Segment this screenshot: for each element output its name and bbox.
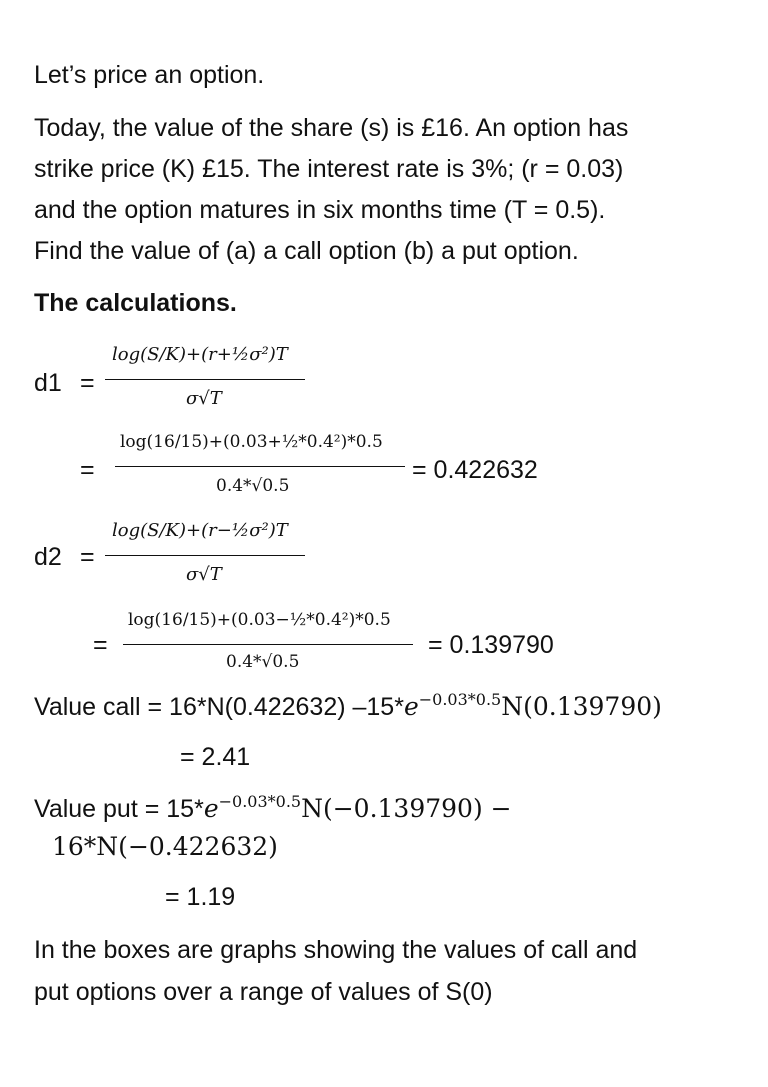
d2-fraction-bar (105, 555, 305, 556)
d2-sub-numerator: log(16/15)+(0.03−½*0.4²)*0.5 (128, 610, 391, 630)
d1-sub-equals: = (80, 456, 95, 484)
value-put-exponent: −0.03*0.5 (218, 792, 302, 811)
value-call-rhs: N(0.139790) (501, 692, 662, 721)
problem-line-3: and the option matures in six months time (T = 0.5). (34, 196, 606, 224)
d2-result: = 0.139790 (428, 631, 554, 659)
closing-line-2: put options over a range of values of S(0) (34, 978, 493, 1006)
d1-sub-fraction-bar (115, 466, 405, 467)
value-call-e: e (403, 692, 419, 721)
d1-formula-denominator: σ√T (186, 388, 222, 409)
d2-sub-denominator: 0.4*√0.5 (226, 652, 300, 672)
d1-equals: = (80, 369, 95, 397)
d1-label: d1 (34, 369, 62, 397)
intro-text: Let’s price an option. (34, 61, 265, 89)
closing-line-1: In the boxes are graphs showing the values of call and (34, 936, 638, 964)
d2-sub-equals: = (93, 631, 108, 659)
problem-line-4: Find the value of (a) a call option (b) a put option. (34, 237, 579, 265)
problem-line-2: strike price (K) £15. The interest rate is 3%; (r = 0.03) (34, 155, 624, 183)
d1-sub-numerator: log(16/15)+(0.03+½*0.4²)*0.5 (120, 432, 383, 452)
d2-sub-fraction-bar (123, 644, 413, 645)
d1-result: = 0.422632 (412, 456, 538, 484)
d2-formula-denominator: σ√T (186, 564, 222, 585)
d1-fraction-bar (105, 379, 305, 380)
value-call-lhs: Value call = 16*N(0.422632) –15* (34, 693, 404, 721)
value-put-line-2 (52, 832, 278, 862)
value-put-rhs: N(−0.139790) − (301, 794, 512, 823)
value-call-exponent: −0.03*0.5 (418, 690, 502, 709)
d2-equals: = (80, 543, 95, 571)
d2-formula-numerator: log(S/K)+(r−½σ²)T (112, 520, 288, 541)
d1-formula-numerator: log(S/K)+(r+½σ²)T (112, 344, 288, 365)
value-put-second-term: 16*N(−0.422632) (52, 832, 278, 861)
d2-label: d2 (34, 543, 62, 571)
value-call-result: = 2.41 (180, 743, 251, 771)
value-call-line (34, 692, 662, 725)
value-put-line (34, 794, 512, 827)
problem-line-1: Today, the value of the share (s) is £16. An option has (34, 114, 629, 142)
value-put-lhs: Value put = 15* (34, 795, 204, 823)
value-put-result: = 1.19 (165, 883, 236, 911)
calculations-heading: The calculations. (34, 289, 237, 317)
value-put-e: e (203, 794, 219, 823)
d1-sub-denominator: 0.4*√0.5 (216, 476, 290, 496)
